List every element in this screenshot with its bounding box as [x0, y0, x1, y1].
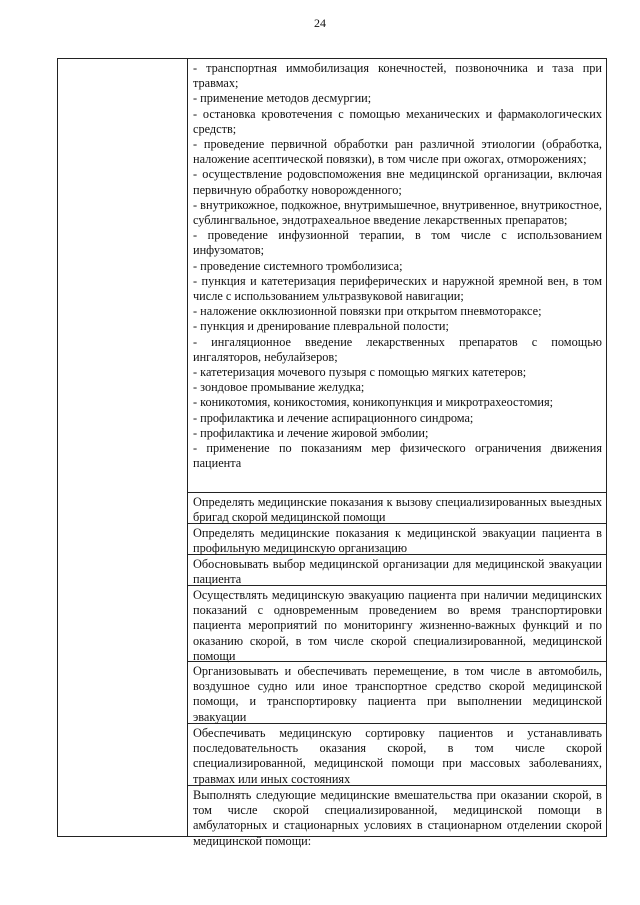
table-cell-specialized-brigades: [188, 492, 606, 523]
list-item: - пункция и дренирование плевральной полости;: [193, 319, 449, 334]
list-item: - проведение инфузионной терапии, в том числе с использованием инфузоматов;: [193, 228, 602, 258]
cell-text: Определять медицинские показания к медицинской эвакуации пациента в профильную медицинскую организацию: [193, 526, 602, 556]
table-cell-triage: [188, 723, 606, 785]
page-number: 24: [314, 16, 326, 30]
list-item: - катетеризация мочевого пузыря с помощью мягких катетеров;: [193, 365, 527, 380]
table-left-column: [58, 59, 188, 836]
list-item: - применение по показаниям мер физического ограничения движения пациента: [193, 441, 602, 471]
table-cell-organization-choice: [188, 554, 606, 585]
list-item: - транспортная иммобилизация конечностей, позвоночника и таза при травмах;: [193, 61, 602, 91]
requirements-table: [57, 58, 607, 848]
list-item: - профилактика и лечение жировой эмболии;: [193, 425, 429, 440]
list-item: - внутрикожное, подкожное, внутримышечное, внутривенное, внутрикостное, сублингвальное, эндотрахеальное введение лекарственных препаратов;: [193, 197, 602, 228]
table-right-column: [188, 59, 606, 848]
list-item: - осуществление родовспоможения вне медицинской организации, включая первичную обработку новорожденного;: [193, 167, 602, 197]
list-item: - зондовое промывание желудка;: [193, 380, 365, 395]
table-cell-transport-organization: [188, 661, 606, 723]
cell-text: Обеспечивать медицинскую сортировку пациентов и устанавливать последовательность оказания скорой, в том числе скорой специализированной, медицинской помощи при массовых заболеваниях, травмах или иных состояниях: [193, 726, 602, 786]
list-item: - остановка кровотечения с помощью механических и фармакологических средств;: [193, 106, 602, 136]
table-cell-evacuation-indications: [188, 523, 606, 554]
cell-text: Обосновывать выбор медицинской организации для медицинской эвакуации пациента: [193, 557, 602, 587]
list-item: - ингаляционное введение лекарственных препаратов с помощью ингаляторов, небулайзеров;: [193, 334, 602, 364]
list-item: - профилактика и лечение аспирационного синдрома;: [193, 410, 474, 425]
cell-text: Определять медицинские показания к вызову специализированных выездных бригад скорой медицинской помощи: [193, 495, 602, 525]
list-item: - наложение окклюзионной повязки при открытом пневмотораксе;: [193, 304, 542, 319]
list-item: - пункция и катетеризация периферических и наружной яремной вен, в том числе с использованием ультразвуковой навигации;: [193, 273, 602, 304]
list-item: - проведение первичной обработки ран различной этиологии (обработка, наложение асептической повязки), в том числе при ожогах, отморожениях;: [193, 137, 602, 167]
table-cell-interventions-list: [188, 59, 606, 492]
list-item: - применение методов десмургии;: [193, 91, 372, 106]
list-item: - коникотомия, коникостомия, коникопункция и микротрахеостомия;: [193, 395, 554, 410]
cell-text: Организовывать и обеспечивать перемещение, в том числе в автомобиль, воздушное судно или иное транспортное средство скорой медицинской помощи, и транспортировку пациента при выполнении медицинской эвакуации: [193, 664, 602, 724]
list-item: - проведение системного тромболизиса;: [193, 258, 403, 273]
table-cell-interventions-intro: [188, 785, 606, 848]
cell-text: Осуществлять медицинскую эвакуацию пациента при наличии медицинских показаний с одновременным проведением во время транспортировки пациента мероприятий по мониторингу жизненно-важных функций и по оказанию скорой, в том числе скорой специализированной, медицинской помощи: [193, 588, 602, 663]
table-cell-evacuation-execution: [188, 585, 606, 661]
cell-text: Выполнять следующие медицинские вмешательства при оказании скорой, в том числе скорой специализированной, медицинской помощи в амбулаторных и стационарных условиях в стационарном отделении скорой медицинской помощи:: [193, 788, 602, 848]
